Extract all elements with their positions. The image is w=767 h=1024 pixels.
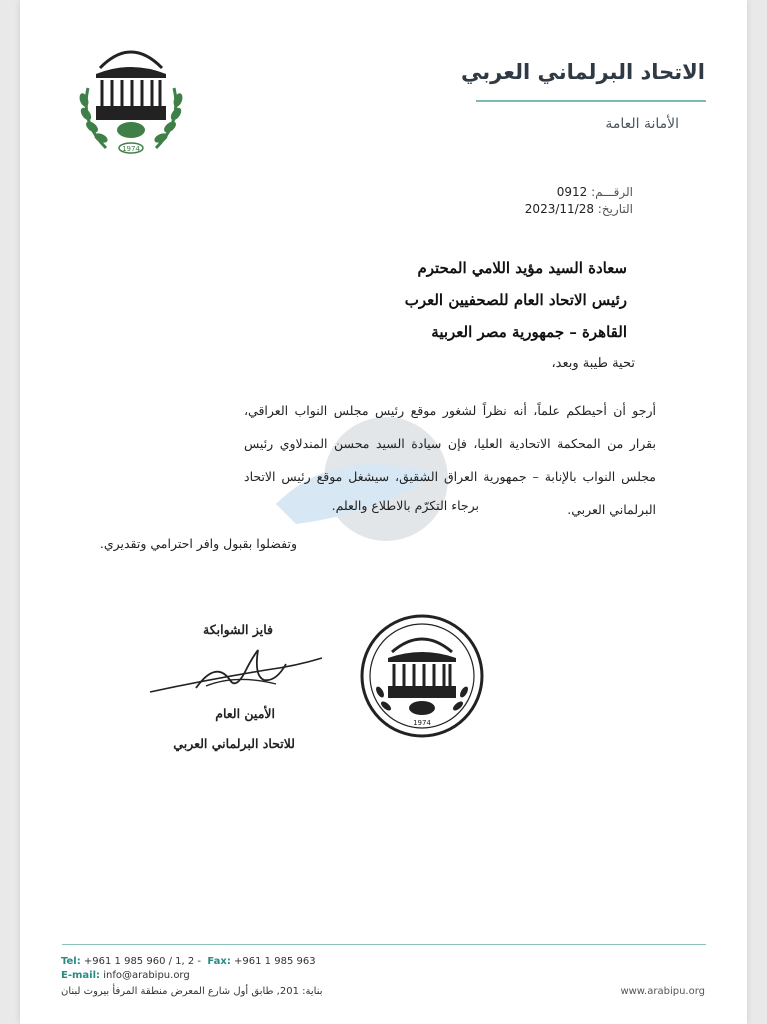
- website-link[interactable]: www.arabipu.org: [620, 986, 705, 997]
- signatory-title: الأمين العام: [215, 706, 275, 721]
- signatory-organization: للاتحاد البرلماني العربي: [173, 736, 295, 751]
- letter-body: أرجو أن أحيطكم علماً، أنه نظراً لشغور موقع رئيس مجلس النواب العراقي، بقرار من المحكمة الاتحادية العليا، فإن سيادة السيد محسن المندلاوي رئيس مجلس النواب بالإنابة – جمهورية العراق الشقيق، سيشغل موقع رئيس الاتحاد البرلماني العربي.: [244, 403, 656, 517]
- addressee-position: رئيس الاتحاد العام للصحفيين العرب: [404, 291, 627, 309]
- organization-logo: [66, 30, 196, 160]
- footer-address: بناية: 201, طابق أول شارع المعرض منطقة المرفأ بيروت لبنان: [61, 986, 323, 997]
- svg-text:1974: 1974: [413, 719, 431, 727]
- letter-page: [20, 0, 747, 1024]
- svg-text:1974: 1974: [122, 145, 140, 153]
- organization-title: الاتحاد البرلماني العربي: [461, 60, 705, 84]
- signatory-name: فايز الشوابكة: [203, 622, 273, 637]
- addressee-location: القاهرة – جمهورية مصر العربية: [431, 323, 627, 341]
- header-divider: [476, 100, 706, 102]
- reference-block: [525, 184, 633, 218]
- footer-divider: [62, 944, 706, 945]
- closing-regards: وتفضلوا بقبول وافر احترامي وتقديري.: [99, 536, 297, 551]
- addressee-block: [405, 252, 627, 348]
- organization-subtitle: الأمانة العامة: [605, 116, 679, 132]
- footer-phone: Tel: +961 1 985 960 / 1, 2 - Fax: +961 1 985 963: [61, 956, 316, 967]
- official-stamp: [358, 612, 486, 740]
- reference-date: التاريخ: 2023/11/28: [524, 202, 633, 216]
- closing-request: برجاء التكرّم بالاطلاع والعلم.: [331, 498, 479, 513]
- addressee-name: سعادة السيد مؤيد اللامي المحترم: [417, 259, 627, 277]
- greeting: تحية طيبة وبعد،: [551, 356, 635, 371]
- handwritten-signature: [146, 640, 326, 700]
- email-link[interactable]: info@arabipu.org: [103, 970, 190, 981]
- reference-number: الرقـــم: 0912: [556, 185, 633, 199]
- footer-email: E-mail: info@arabipu.org: [61, 970, 190, 981]
